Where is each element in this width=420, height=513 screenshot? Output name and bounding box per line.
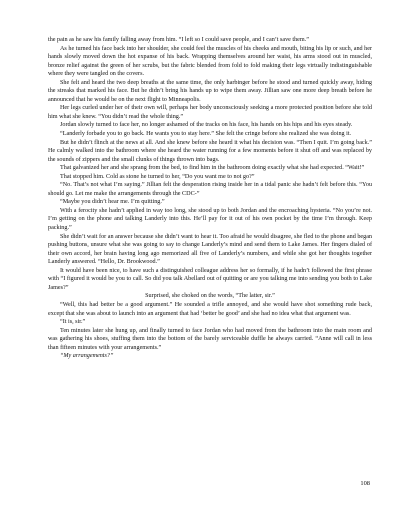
paragraph-italic [48,352,372,361]
page-number: 108 [360,480,370,487]
paragraph: It would have been nice, to have such a distinguished colleague address her so formally, if he hadn’t followed the first phrase with “I figured it would be you to call. So did you talk Abellard out of quitting or are you talking me into sending you both to Lake James?” [48,267,372,291]
paragraph: “It is, sir.” [60,319,86,326]
paragraph: Jordan slowly turned to face her, no longer ashamed of the tracks on his face, his hands on his hips and his eyes steady. [60,122,353,129]
paragraph: “Maybe you didn’t hear me. I’m quitting.” [60,199,165,206]
page-body-text [48,36,372,361]
paragraph: She didn’t wait for an answer because she didn’t want to hear it. Too afraid he would disagree, she fled to the phone and began pushing buttons, unsure what she was going to say to change Landerly’s mind and send them to Lake James. Her fingers dialed of their own accord, her brain having long ago memorized all five of Landerly’s numbers, and while she got her thoughts together Landerly answered. “Hello, Dr. Brookwood.” [48,233,372,266]
paragraph: “No. That’s not what I’m saying.” Jillian felt the desperation rising inside her in a tidal panic she hadn’t felt before this. “You should go. Let me make the arrangements through the CDC-” [48,182,372,197]
paragraph: As he turned his face back into her shoulder, she could feel the muscles of his cheeks and mouth, biting his lip or such, and her hands slowly moved down the hot expanse of his back. Wrapping themselves around her waist, his arms stood out in muscled, bronze relief against the green of her scrubs, but the fabric blended from fold to fold making their legs virtually indistinguishable where they were tangled on the covers. [48,45,372,78]
paragraph: “Well, this had better be a good argument.” He sounded a trifle annoyed, and she would have shot something rude back, except that she was about to launch into an argument that had ‘better be good’ and she had no idea what that argument was. [48,301,372,317]
italic-quote: “My arrangements?” [60,353,114,360]
paragraph: “Landerly forbade you to go back. He wants you to stay here.” She felt the cringe before she realized she was doing it. [60,131,352,138]
paragraph: Ten minutes later she hung up, and finally turned to face Jordan who had moved from the bathroom into the main room and was gathering his shoes, stuffing them into the bottom of the barely serviceable duffle he always carried. “Anne will call in less than fifteen minutes with your arrangements.” [48,327,372,351]
paragraph: That stopped him. Cold as stone he turned to her, “Do you want me to not go?” [60,173,255,180]
paragraph: the pain as he saw his family falling away from him. “I left so I could save people, and I can’t save them.” [48,37,309,43]
paragraph: That galvanized her and she sprang from the bed, to find him in the bathroom doing exactly what she had expected. “Wait!” [60,165,365,172]
paragraph: She felt and heard the two deep breaths at the same time, the only harbinger before he stood and turned quickly away, hiding the streaks that marked his face. But he didn’t bring his hands up to wipe them away. Jillian saw one more deep breath before he announced that he would be on the next flight to Minneapolis. [48,79,372,103]
paragraph: Surprised, she choked on the words, “The latter, sir.” [145,293,275,300]
paragraph: Her legs curled under her of their own will, perhaps her body unconsciously seeking a more protected position before she told him what she knew. “You didn’t read the whole thing.” [48,105,372,120]
paragraph: With a ferocity she hadn’t applied in way too long, she stood up to both Jordan and the encroaching hysteria. “No you’re not. I’m getting on the phone and talking Landerly into this. He’ll pay for it out of his own pocket by the time I’m through. Keep packing.” [48,207,372,232]
paragraph: But he didn’t flinch at the news at all. And she knew before she heard it what his decision was. “Then I quit. I’m going back.” He calmly walked into the bathroom where she heard the water running for a few moments before it shut off and was replaced by the sounds of zippers and the small clunks of things thrown into bags. [48,139,372,163]
